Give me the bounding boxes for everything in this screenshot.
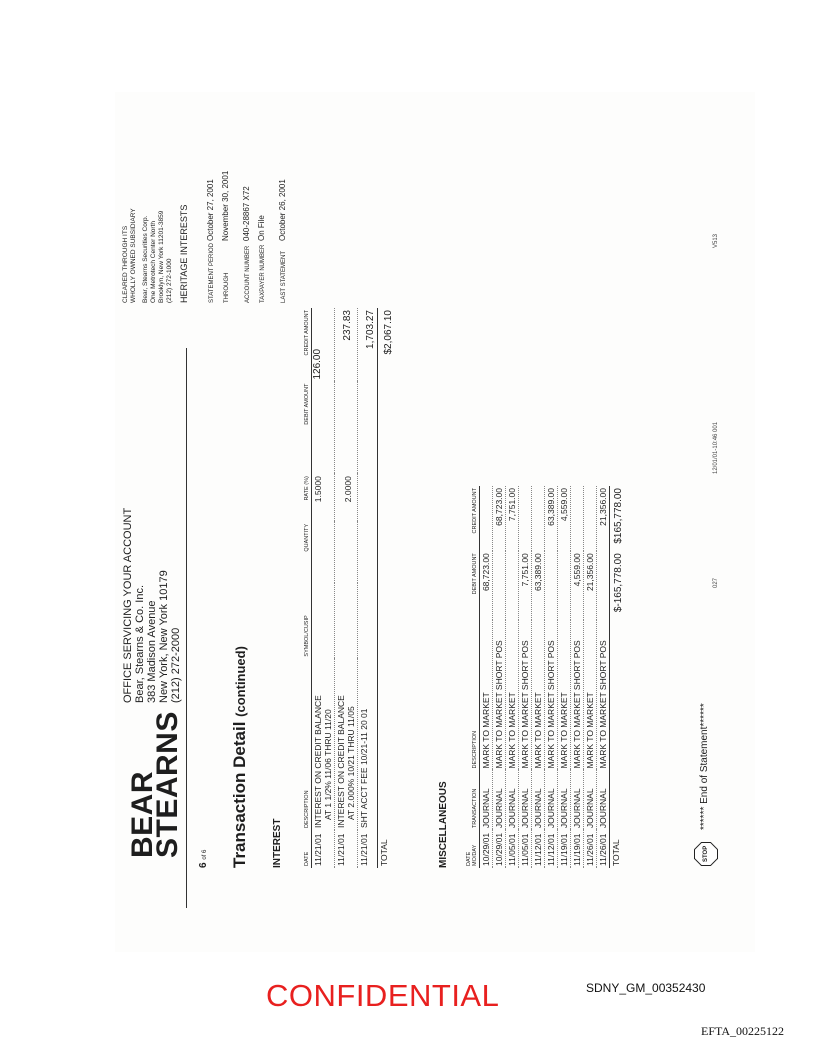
office-info: OFFICE SERVICING YOUR ACCOUNT Bear, Stearns & Co. Inc. 383 Madison Avenue New York, New York 10179 (212) 272-2000 xyxy=(122,507,182,703)
statement-info: STATEMENT PERIODOctober 27, 2001 THROUGHNovember 30, 2001 ACCOUNT NUMBER040-28867 X72 TAXPAYER NUMBEROn File LAST STATEMENTOctober 26, 2001 xyxy=(206,170,287,303)
bates-number: SDNY_GM_00352430 xyxy=(586,981,706,995)
page-title: Transaction Detail (continued) xyxy=(230,646,249,868)
table-row: 11/21/01 INTEREST ON CREDIT BALANCE AT 2.000% 10/21 THRU 11/05 2.0000 237.83 xyxy=(336,310,356,866)
table-total-row: TOTAL $2,067.10 xyxy=(379,310,394,866)
header-rule xyxy=(186,348,187,908)
account-name: HERITAGE INTERESTS xyxy=(179,204,189,303)
miscellaneous-table: DATE MO/DAY TRANSACTION DESCRIPTION DEBIT AMOUNT CREDIT AMOUNT 10/29/01 JOURNAL MARK TO MARKET 68,723.00 10/29/01 JOURNAL MARK TO MARKET SHORT POS 68,723.00 11/05/01 JOURNAL MARK TO MARKET 7,751.00 11/05/01 JOURNAL MARK TO MARKET SHORT POS 7,751.00 11/12/01 JOURNAL MARK TO MARKET 63,389.00 11/12/01 JOURNAL MARK TO MARKET SHORT POS 63,389.00 11/19/01 JOURNAL MARK TO MARKET 4,559.00 11/19/01 JOURNAL MARK TO MARKET SHORT POS 4,559.00 11/26/01 JOURNAL MARK TO MARKET 21,356.00 11/26/01 JOURNAL MARK TO MARKET SHORT POS 21,356.00 TOTAL $-165,778.00 $165,778.00 xyxy=(466,488,624,866)
miscellaneous-heading: MISCELLANEOUS xyxy=(438,781,449,868)
table-row: 10/29/01 JOURNAL MARK TO MARKET SHORT POS 68,723.00 xyxy=(494,488,504,866)
table-row: 11/21/01 INTEREST ON CREDIT BALANCE AT 1 1/2% 11/06 THRU 11/20 1.5000 126.00 xyxy=(312,308,335,868)
table-row: 11/19/01 JOURNAL MARK TO MARKET SHORT POS 4,559.00 xyxy=(571,486,584,868)
table-row: 11/12/01 JOURNAL MARK TO MARKET SHORT POS 63,389.00 xyxy=(546,488,556,866)
page-number: 6 of 6 xyxy=(198,849,209,868)
table-row: 11/26/01 JOURNAL MARK TO MARKET SHORT POS 21,356.00 xyxy=(598,488,608,866)
table-row: 11/05/01 JOURNAL MARK TO MARKET 7,751.00 xyxy=(507,488,517,866)
interest-heading: INTEREST xyxy=(272,818,283,868)
footer-code: V513 xyxy=(713,233,719,248)
table-row: 11/12/01 JOURNAL MARK TO MARKET 63,389.00 xyxy=(532,486,545,868)
confidential-stamp: CONFIDENTIAL xyxy=(266,978,500,1013)
clearing-info: CLEARED THROUGH ITS WHOLLY OWNED SUBSIDIARY Bear, Stearns Securities Corp. One Metrotech Center North Brooklyn, New York 11201-3859 (212) 272-1000 HERITAGE INTERESTS xyxy=(122,204,189,303)
footer-code: 027 xyxy=(713,577,719,588)
efta-number: EFTA_00225122 xyxy=(701,1024,785,1038)
end-of-statement: ****** End of Statement****** xyxy=(699,703,710,830)
table-row: 10/29/01 JOURNAL MARK TO MARKET 68,723.00 xyxy=(480,486,493,868)
footer-timestamp: 12/01/01-10:46 001 xyxy=(713,421,719,474)
table-row: 11/26/01 JOURNAL MARK TO MARKET 21,356.00 xyxy=(584,486,597,868)
table-row: 11/19/01 JOURNAL MARK TO MARKET 4,559.00 xyxy=(559,488,569,866)
table-row: 11/21/01 SHT ACCT FEE 10/21-11 20 01 1,703.27 xyxy=(359,310,376,866)
table-row: 11/05/01 JOURNAL MARK TO MARKET SHORT POS 7,751.00 xyxy=(519,486,532,868)
interest-table: DATE DESCRIPTION SYMBOL/CUSIP QUANTITY RATE (%) DEBIT AMOUNT CREDIT AMOUNT 11/21/01 INTEREST ON CREDIT BALANCE AT 1 1/2% 11/06 THRU 11/20 1.5000 126.00 11/21/01 INTEREST ON CREDIT BALANCE AT 2.000% 10/21 THRU 11/05 2.0000 237.83 11/21/01 SHT ACCT FEE 10/21-11 20 01 1,703.27 TOTAL $2,067.10 xyxy=(304,310,394,866)
bear-stearns-logo: BEAR STEARNS xyxy=(126,711,184,858)
rotated-statement: BEAR STEARNS OFFICE SERVICING YOUR ACCOUNT Bear, Stearns & Co. Inc. 383 Madison Avenue New York, New York 10179 (212) 272-2000 CLEARED THROUGH ITS WHOLLY OWNED SUBSIDIARY Bear, Stearns Securities Corp. One Metrotech Center North Brooklyn, New York 11201-3859 (212) 272-1000 HERITAGE INTERESTS 6 of 6 STATEMENT PERIODOctober 27, 2001 THROUGHNovember 30, 2001 ACCOUNT NUMBER040-28867 X72 TAXPAYER NUMBEROn File LAST STATEMENTOctober 26, 2001 Transaction Detail (continued) INTEREST DATE DESCRIPTION SYMBOL/CUSIP QUANTITY RATE (%) DEBIT AMOUNT CREDIT AMOUNT 11/21/01 INTEREST ON CREDIT BALANCE AT 1 1/2% 11/06 THRU 11/20 1.5000 126.00 11/21/01 INTEREST ON CREDIT BALANCE AT 2.000% 10/21 THRU 11/05 2.0000 237.83 11/21/01 SHT ACCT FEE 10/21-11 20 01 1,703.27 TOTAL $2,067.10 MISCELLANEOUS DATE MO/DAY TRANSACTION DESCRIPTION DEBIT AMOUNT CREDIT AMOUNT 10/29/01 JOURNAL MARK TO MARKET 68,723.00 10/29/01 JOURNAL MARK TO MARKET SHORT POS 68,723.00 11/05/01 JOURNAL MARK TO MARKET 7,751.00 11/05/01 JOURNAL MARK TO MARKET SHORT POS 7,751.00 11/12/01 JOURNAL MARK TO MARKET 63,389.00 11/12/01 JOURNAL MARK TO MARKET SHORT POS 63,389.00 11/19/01 JOURNAL MARK TO MARKET 4,559.00 11/19/01 JOURNAL MARK TO MARKET SHORT POS 4,559.00 11/26/01 JOURNAL MARK TO MARKET 21,356.00 11/26/01 JOURNAL MARK TO MARKET SHORT POS 21,356.00 TOTAL $-165,778.00 $165,778.00 STOP ****** End of Statement****** 027 12/01/01-10:46 001 V513 xyxy=(128,96,728,908)
table-total-row: TOTAL $-165,778.00 $165,778.00 xyxy=(611,488,624,866)
